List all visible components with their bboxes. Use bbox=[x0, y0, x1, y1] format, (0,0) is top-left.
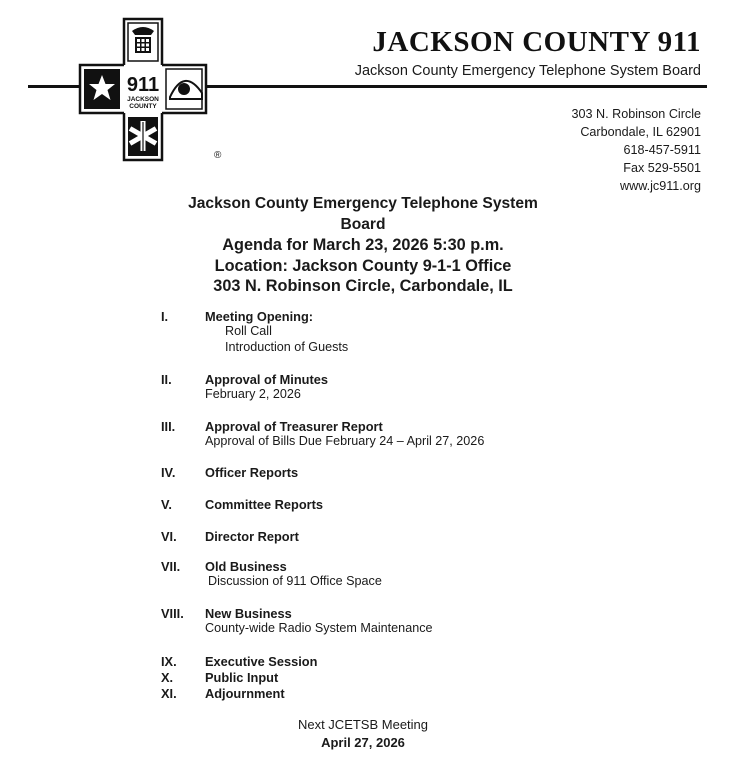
agenda-item-number: X. bbox=[161, 670, 174, 685]
address-fax: Fax 529-5501 bbox=[623, 161, 701, 175]
address-web: www.jc911.org bbox=[620, 179, 701, 193]
next-meeting-label: Next JCETSB Meeting bbox=[297, 717, 429, 732]
address-city: Carbondale, IL 62901 bbox=[580, 125, 701, 139]
agenda-heading bbox=[130, 194, 596, 297]
agenda-item-number: IX. bbox=[161, 654, 177, 669]
org-subtitle: Jackson County Emergency Telephone System Board bbox=[354, 63, 701, 79]
logo-jackson-text: JACKSON bbox=[127, 96, 159, 103]
agenda-item-title: Public Input bbox=[205, 670, 279, 685]
agenda-item-title: Approval of Minutes bbox=[205, 372, 328, 387]
jackson-county-911-logo bbox=[78, 17, 208, 162]
agenda-item-number: VI. bbox=[161, 529, 177, 544]
address-phone: 618-457-5911 bbox=[623, 143, 701, 157]
agenda-item-title: Officer Reports bbox=[205, 465, 299, 480]
heading-line-3: Agenda for March 23, 2026 5:30 p.m. bbox=[222, 236, 504, 254]
logo-911-text: 911 bbox=[126, 74, 160, 96]
agenda-item-number: V. bbox=[161, 497, 172, 512]
agenda-item-detail: County-wide Radio System Maintenance bbox=[205, 621, 433, 635]
agenda-item-number: I. bbox=[161, 309, 169, 324]
agenda-item-detail: Approval of Bills Due February 24 – April 27, 2026 bbox=[205, 434, 485, 448]
agenda-item-title: Adjournment bbox=[205, 686, 285, 701]
header-rule-left bbox=[28, 85, 80, 88]
contact-address bbox=[572, 105, 702, 195]
heading-line-1: Jackson County Emergency Telephone System bbox=[188, 195, 538, 212]
agenda-item-number: IV. bbox=[161, 465, 176, 480]
next-meeting-date: April 27, 2026 bbox=[321, 735, 405, 750]
agenda-item-number: VIII. bbox=[161, 606, 184, 621]
org-title: JACKSON COUNTY 911 bbox=[372, 26, 701, 58]
agenda-item-title: Director Report bbox=[205, 529, 299, 544]
agenda-item-number: XI. bbox=[161, 686, 177, 701]
heading-line-5: 303 N. Robinson Circle, Carbondale, IL bbox=[213, 277, 513, 295]
heading-line-4: Location: Jackson County 9-1-1 Office bbox=[214, 256, 512, 275]
agenda-item-detail: Discussion of 911 Office Space bbox=[208, 574, 382, 588]
agenda-item-title: Executive Session bbox=[205, 654, 318, 669]
registered-mark: ® bbox=[214, 150, 222, 161]
agenda-item-detail: Roll Call bbox=[225, 324, 272, 338]
agenda-item-title: New Business bbox=[205, 606, 292, 621]
agenda-item-title: Approval of Treasurer Report bbox=[205, 419, 383, 434]
agenda-item-title: Meeting Opening: bbox=[205, 309, 314, 324]
agenda-item-title: Committee Reports bbox=[205, 497, 324, 512]
logo-county-text: COUNTY bbox=[129, 103, 157, 110]
agenda-item-detail: February 2, 2026 bbox=[205, 387, 301, 401]
header-rule-right bbox=[206, 85, 707, 88]
heading-line-2: Board bbox=[340, 215, 386, 233]
agenda-item-number: III. bbox=[161, 419, 176, 434]
agenda-item-detail: Introduction of Guests bbox=[225, 340, 349, 354]
agenda-item-number: VII. bbox=[161, 559, 181, 574]
next-meeting bbox=[200, 716, 526, 752]
agenda-item-title: Old Business bbox=[205, 559, 287, 574]
address-street: 303 N. Robinson Circle bbox=[571, 107, 701, 121]
agenda-item-number: II. bbox=[161, 372, 172, 387]
